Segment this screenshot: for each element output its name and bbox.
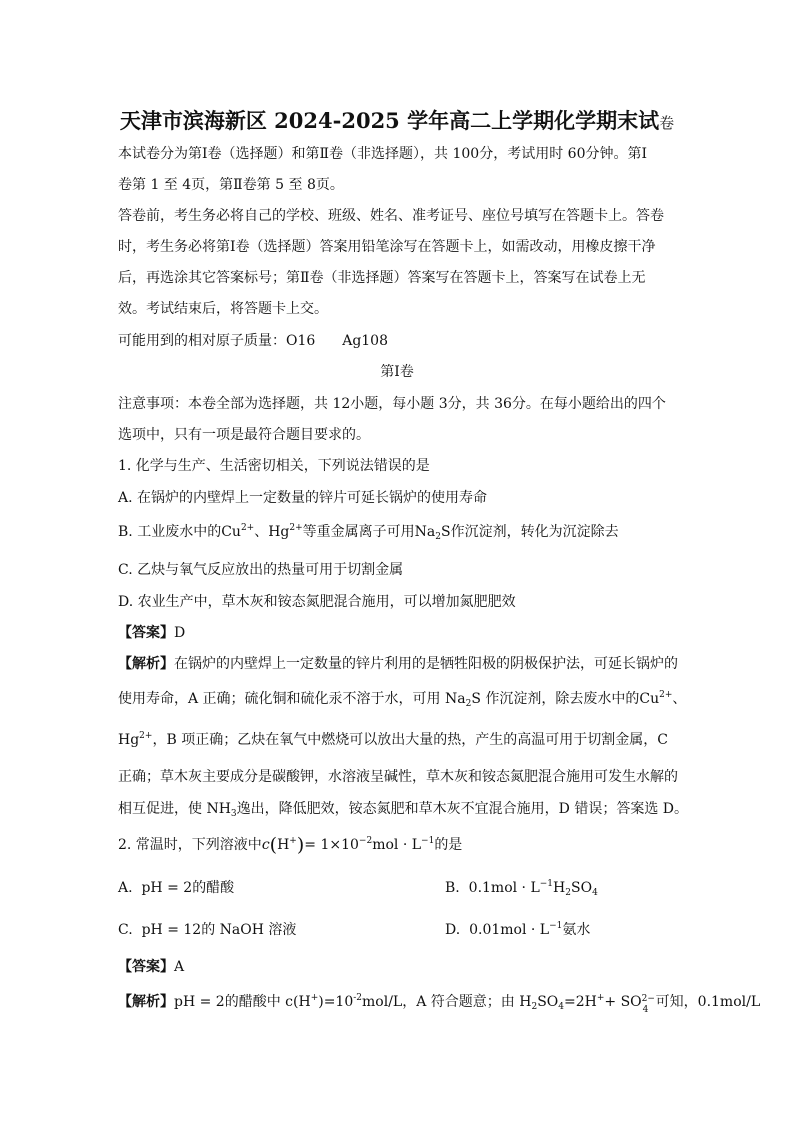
intro-line-5: 后，再选涂其它答案标号；第Ⅱ卷（非选择题）答案写在答题卡上，答案写在试卷上无 <box>118 270 646 286</box>
q2-d-exp: −1 <box>549 921 563 931</box>
q2-analysis-line <box>118 992 761 1015</box>
q2-option-d <box>445 920 590 940</box>
q2-b-prefix: B. <box>445 880 460 896</box>
q1-b-post: 作沉淀剂，转化为沉淀除去 <box>450 524 619 540</box>
q2-d-post: 氨水 <box>562 922 591 938</box>
q2-a-post: 的醋酸 <box>192 880 235 896</box>
q2-analysis-so-sub: 4 <box>558 1002 564 1012</box>
q2-b-so: SO <box>570 880 593 896</box>
q1-option-c: C. 乙炔与氧气反应放出的热量可用于切割金属 <box>118 562 404 578</box>
q2-option-c <box>118 920 296 940</box>
q2-analysis-mid4: =2H <box>564 994 597 1010</box>
q2-stem-c: c <box>261 837 270 853</box>
q1-option-d: D. 农业生产中，草木灰和铵态氮肥混合施用，可以增加氮肥肥效 <box>118 594 516 610</box>
q1-analysis-label: 【解析】 <box>118 656 174 672</box>
exam-title-suffix: 卷 <box>659 114 675 132</box>
q1-analysis-5-sub: 3 <box>230 809 237 819</box>
q2-a-ph: pH = 2 <box>141 880 193 896</box>
q2-analysis-exp: -2 <box>353 993 363 1003</box>
q2-answer <box>118 957 184 977</box>
q2-c-ph: pH = 12 <box>141 922 202 938</box>
q1-analysis-2-cu-charge: 2+ <box>659 690 673 700</box>
q1-answer <box>118 623 185 643</box>
q1-b-s: S <box>441 524 451 540</box>
q2-stem-unit-exp: −1 <box>421 836 435 846</box>
q2-stem-pre: 2. 常温时，下列溶液中 <box>118 837 262 853</box>
q2-stem-eq: = 1×10 <box>304 837 359 853</box>
q2-b-exp: −1 <box>539 879 554 889</box>
q1-analysis-2-sub: 2 <box>465 699 472 709</box>
q1-analysis-line-3 <box>118 730 668 750</box>
q2-answer-label: 【答案】 <box>118 959 174 975</box>
atomic-mass-ag: Ag108 <box>342 333 388 349</box>
q2-stem-unit: mol · L <box>372 837 422 853</box>
section-heading: 第Ⅰ卷 <box>380 364 414 380</box>
q1-analysis-3-hg-charge: 2+ <box>139 731 153 741</box>
intro-line-4: 时，考生务必将第Ⅰ卷（选择题）答案用铅笔涂写在答题卡上，如需改动，用橡皮擦干净 <box>118 239 656 255</box>
q2-a-prefix: A. <box>118 880 133 896</box>
q1-analysis-5-post: 逸出，降低肥效，铵态氮肥和草木灰不宜混合施用，D 错误；答案选 D。 <box>236 801 689 817</box>
q2-analysis-h-sub: 2 <box>531 1002 538 1012</box>
q1-option-b <box>118 522 619 542</box>
q1-b-hg-charge: 2+ <box>289 523 303 533</box>
q1-analysis-2-mid: S 作沉淀剂，除去废水中的 <box>471 691 640 707</box>
q1-analysis-line-2 <box>118 689 686 709</box>
q1-b-na-sub: 2 <box>435 532 442 542</box>
q1-b-prefix: B. 工业废水中的 <box>118 524 222 540</box>
q1-analysis-line-5 <box>118 799 688 819</box>
q2-stem-post: 的是 <box>434 837 463 853</box>
q2-b-so-sub: 4 <box>592 888 598 898</box>
notice-line-1: 注意事项：本卷全部为选择题，共 12小题，每小题 3分，共 36分。在每小题给出的四个 <box>118 396 666 412</box>
q2-analysis-mid2: )=10 <box>318 994 354 1010</box>
q2-stem <box>118 835 462 855</box>
q1-b-sep: 、 <box>254 524 269 540</box>
q1-analysis-2-pre: 使用寿命，A 正确；硫化铜和硫化汞不溶于水，可用 Na <box>118 691 466 707</box>
q2-analysis-so4-charge <box>641 994 656 1015</box>
intro-line-2: 卷第 1 至 4页，第Ⅱ卷第 5 至 8页。 <box>118 177 344 193</box>
q1-analysis-3-hg: Hg <box>118 732 140 748</box>
q2-stem-exp: −2 <box>358 836 373 846</box>
q1-analysis-line-4: 正确；草木灰主要成分是碳酸钾，水溶液呈碱性，草木灰和铵态氮肥混合施用可发生水解的 <box>118 769 678 785</box>
q1-analysis-3-text: ，B 项正确；乙炔在氧气中燃烧可以放出大量的热，产生的高温可用于切割金属，C <box>152 732 668 748</box>
q1-analysis-2-cu: Cu <box>639 691 660 707</box>
q2-stem-rparen: ) <box>296 834 305 856</box>
q2-b-h: H <box>553 880 566 896</box>
q1-b-na: Na <box>414 524 436 540</box>
q1-option-a: A. 在锅炉的内壁焊上一定数量的锌片可延长锅炉的使用寿命 <box>118 490 488 506</box>
atomic-mass-line <box>118 331 388 351</box>
intro-line-3: 答卷前，考生务必将自己的学校、班级、姓名、准考证号、座位号填写在答题卡上。答卷 <box>118 208 664 224</box>
q2-analysis-so4-sup: 2− <box>641 994 655 1004</box>
notice-line-2: 选项中，只有一项是最符合题目要求的。 <box>118 427 370 443</box>
q1-b-hg: Hg <box>268 524 290 540</box>
q1-analysis-2-post: 、 <box>672 691 687 707</box>
q1-stem: 1. 化学与生产、生活密切相关，下列说法错误的是 <box>118 458 430 474</box>
q2-analysis-plus: + SO <box>604 994 642 1010</box>
atomic-mass-label: 可能用到的相对原子质量：O16 <box>118 333 316 349</box>
q2-d-val: 0.01mol · L <box>469 922 550 938</box>
exam-title-main: 天津市滨海新区 2024-2025 学年高二上学期化学期末试 <box>119 108 660 133</box>
q2-c-post: 的 NaOH 溶液 <box>201 922 297 938</box>
q2-analysis-h2-charge: + <box>596 993 605 1003</box>
q2-analysis-mid: 的醋酸中 c(H <box>224 994 311 1010</box>
q2-b-val: 0.1mol · L <box>468 880 540 896</box>
q2-analysis-mid3: mol/L，A 符合题意；由 H <box>362 994 532 1010</box>
q1-b-cu: Cu <box>221 524 241 540</box>
q2-option-a <box>118 878 234 898</box>
q2-analysis-label: 【解析】 <box>118 994 174 1010</box>
q2-stem-h-charge: + <box>289 836 297 846</box>
q1-answer-label: 【答案】 <box>118 625 174 641</box>
q2-d-prefix: D. <box>445 922 461 938</box>
q2-b-h-sub: 2 <box>565 888 571 898</box>
q2-analysis-so4-sub: 4 <box>642 1005 649 1015</box>
q1-b-cu-charge: 2+ <box>240 523 255 533</box>
q2-stem-h: H <box>277 837 290 853</box>
q1-answer-value: D <box>174 625 186 641</box>
q2-stem-lparen: ( <box>269 834 278 856</box>
intro-line-1: 本试卷分为第Ⅰ卷（选择题）和第Ⅱ卷（非选择题），共 100分，考试用时 60分钟。第Ⅰ <box>118 146 648 162</box>
intro-line-6: 效。考试结束后，将答题卡上交。 <box>118 301 328 317</box>
q2-analysis-post: 可知，0.1mol/L <box>655 994 761 1010</box>
q2-c-prefix: C. <box>118 922 133 938</box>
q2-analysis-so: SO <box>537 994 559 1010</box>
q2-answer-value: A <box>174 959 185 975</box>
q1-analysis-5-pre: 相互促进，使 NH <box>118 801 231 817</box>
q2-option-b <box>445 878 598 898</box>
exam-title <box>0 105 794 135</box>
q2-analysis-h-charge: + <box>310 993 319 1003</box>
q1-analysis-text-1: 在锅炉的内壁焊上一定数量的锌片利用的是牺牲阳极的阴极保护法，可延长锅炉的 <box>174 656 678 672</box>
q2-analysis-ph: pH = 2 <box>174 994 225 1010</box>
q1-b-mid: 等重金属离子可用 <box>302 524 415 540</box>
q1-analysis-line-1 <box>118 654 678 674</box>
